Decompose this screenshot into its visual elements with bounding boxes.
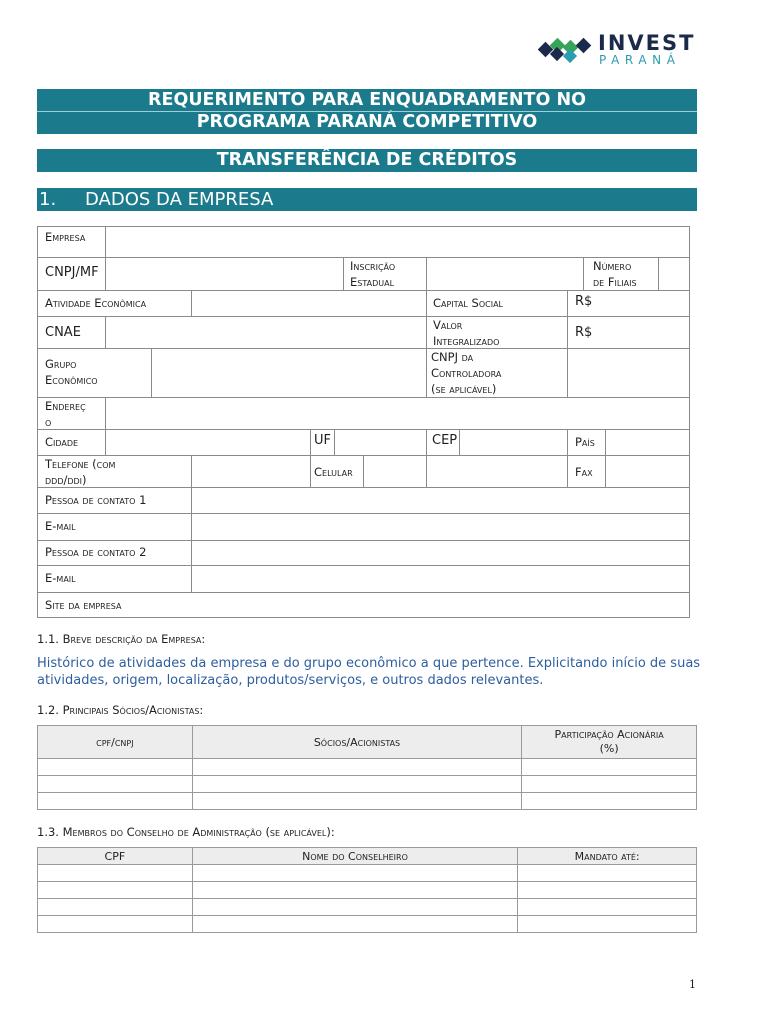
label-site-empresa: Site da empresa — [45, 598, 122, 612]
label-empresa: Empresa — [45, 230, 86, 244]
table-row — [38, 793, 697, 810]
label-valor-integralizado: Valor Integralizado — [433, 318, 500, 348]
label-pessoa-contato-2: Pessoa de contato 2 — [45, 545, 147, 559]
label-uf: UF — [314, 433, 331, 448]
label-endereco: Endereç o — [45, 399, 86, 429]
column-header-cpf-cnpj: cpf/cnpj — [38, 726, 193, 759]
section-1-1-heading: 1.1. Breve descrição da Empresa: — [37, 632, 206, 646]
invest-parana-logo — [538, 30, 708, 70]
label-cidade: Cidade — [45, 435, 79, 449]
section-1-1-description: Histórico de atividades da empresa e do grupo econômico a que pertence. Explicitando início de suas atividades, origem, localização, produtos/serviços, e outros dados relevantes. — [37, 656, 701, 688]
table-row — [38, 882, 697, 899]
table-row — [38, 865, 697, 882]
title-line-2: PROGRAMA PARANÁ COMPETITIVO — [196, 112, 538, 132]
board-members-table — [37, 847, 697, 933]
column-header-socios: Sócios/Acionistas — [192, 726, 521, 759]
section-1-3-heading: 1.3. Membros do Conselho de Administração (se aplicável): — [37, 825, 335, 839]
column-header-cpf: CPF — [38, 848, 193, 865]
label-celular: Celular — [314, 465, 353, 479]
label-atividade-economica: Atividade Econômica — [45, 296, 147, 310]
section-1-2-heading: 1.2. Principais Sócios/Acionistas: — [37, 703, 204, 717]
label-fax: Fax — [575, 465, 593, 479]
table-row — [38, 776, 697, 793]
label-rs-integralizado: R$ — [575, 325, 593, 340]
label-email-1: E-mail — [45, 519, 76, 533]
section-1-title: DADOS DA EMPRESA — [85, 189, 274, 210]
document-subtitle: TRANSFERÊNCIA DE CRÉDITOS — [37, 149, 697, 172]
label-capital-social: Capital Social — [433, 296, 504, 310]
label-cnpj-mf: CNPJ/MF — [45, 265, 99, 280]
label-cnpj-controladora: CNPJ da Controladora (se aplicável) — [431, 350, 502, 396]
label-email-2: E-mail — [45, 571, 76, 585]
label-cep: CEP — [432, 433, 458, 448]
column-header-mandato: Mandato até: — [518, 848, 697, 865]
table-row — [38, 916, 697, 933]
column-header-nome-conselheiro: Nome do Conselheiro — [192, 848, 518, 865]
label-pessoa-contato-1: Pessoa de contato 1 — [45, 493, 147, 507]
label-cnae: CNAE — [45, 325, 81, 340]
page-number: 1 — [689, 978, 696, 991]
logo-mark-icon — [538, 34, 598, 66]
company-data-form — [37, 226, 690, 618]
document-title — [37, 89, 697, 134]
label-grupo-economico: Grupo Econômico — [45, 357, 98, 387]
label-inscricao-estadual: Inscrição Estadual — [350, 259, 396, 289]
shareholders-table — [37, 725, 697, 810]
label-pais: País — [575, 435, 595, 449]
section-1-header — [37, 188, 697, 211]
logo-parana-text: PARANÁ — [599, 53, 681, 67]
label-rs-capital: R$ — [575, 294, 593, 309]
section-1-number: 1. — [39, 189, 57, 210]
title-line-1: REQUERIMENTO PARA ENQUADRAMENTO NO — [148, 90, 586, 110]
label-telefone: Telefone (com ddd/ddi) — [45, 457, 116, 487]
column-header-participacao: Participação Acionária (%) — [522, 726, 697, 759]
table-row — [38, 899, 697, 916]
label-numero-filiais: Número de Filiais — [593, 259, 637, 289]
table-row — [38, 759, 697, 776]
logo-invest-text: INVEST — [598, 31, 696, 55]
